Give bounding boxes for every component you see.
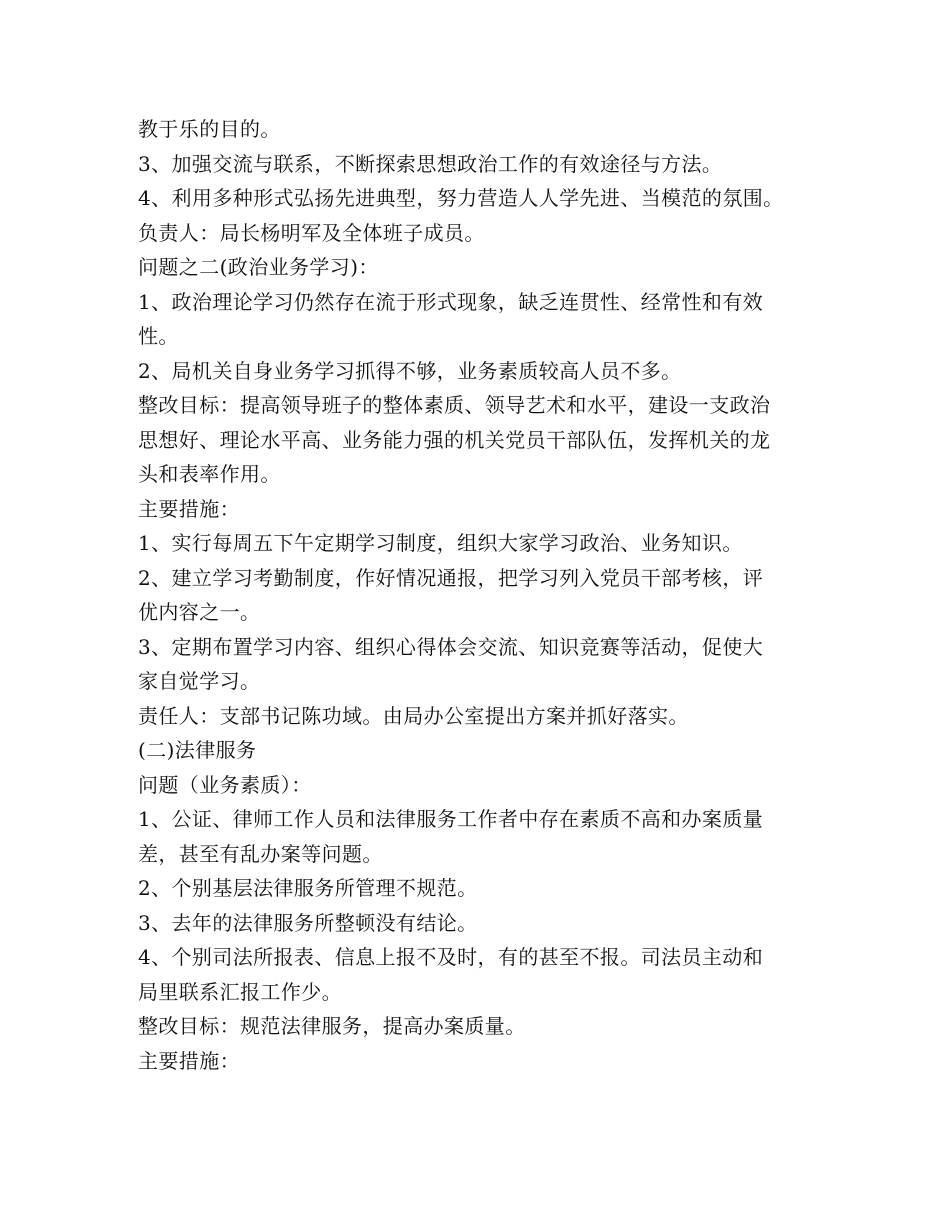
section-heading: (二)法律服务 xyxy=(138,738,257,762)
text-line: 教于乐的目的。 xyxy=(138,117,281,141)
text-line: 1、政治理论学习仍然存在流于形式现象，缺乏连贯性、经常性和有效 xyxy=(138,289,764,314)
text-line: 3、加强交流与联系，不断探索思想政治工作的有效途径与方法。 xyxy=(138,151,723,176)
section-heading: 问题之二(政治业务学习)： xyxy=(138,255,379,279)
text-line: 2、个别基层法律服务所管理不规范。 xyxy=(138,876,478,900)
text-line: 局里联系汇报工作少。 xyxy=(138,979,342,1004)
text-line: 2、建立学习考勤制度，作好情况通报，把学习列入党员干部考核，评 xyxy=(138,565,764,590)
text-line: 整改目标：规范法律服务，提高办案质量。 xyxy=(138,1014,526,1038)
text-line: 1、公证、律师工作人员和法律服务工作者中存在素质不高和办案质量 xyxy=(138,807,764,831)
section-heading: 主要措施： xyxy=(138,496,240,521)
text-line: 4、个别司法所报表、信息上报不及时，有的甚至不报。司法员主动和 xyxy=(138,945,764,969)
text-line: 3、去年的法律服务所整顿没有结论。 xyxy=(138,910,478,935)
section-heading: 主要措施： xyxy=(138,1048,240,1073)
section-heading: 问题（业务素质）： xyxy=(138,772,312,797)
text-line: 差，甚至有乱办案等问题。 xyxy=(138,841,383,866)
text-line: 责任人：支部书记陈功域。由局办公室提出方案并抓好落实。 xyxy=(138,703,689,728)
text-line: 头和表率作用。 xyxy=(138,462,281,486)
text-line: 1、实行每周五下午定期学习制度，组织大家学习政治、业务知识。 xyxy=(138,531,743,555)
text-line: 性。 xyxy=(138,324,179,348)
text-line: 思想好、理论水平高、业务能力强的机关党员干部队伍，发挥机关的龙 xyxy=(138,427,771,452)
text-line: 4、利用多种形式弘扬先进典型，努力营造人人学先进、当模范的氛围。 xyxy=(138,186,784,210)
text-line: 3、定期布置学习内容、组织心得体会交流、知识竞赛等活动，促使大 xyxy=(138,634,764,659)
text-line: 整改目标：提高领导班子的整体素质、领导艺术和水平，建设一支政治 xyxy=(138,393,771,417)
document-body xyxy=(138,112,818,1078)
text-line: 优内容之一。 xyxy=(138,600,261,624)
text-line: 家自觉学习。 xyxy=(138,669,261,693)
text-line: 2、局机关自身业务学习抓得不够，业务素质较高人员不多。 xyxy=(138,358,682,383)
text-line: 负责人：局长杨明军及全体班子成员。 xyxy=(138,220,485,245)
